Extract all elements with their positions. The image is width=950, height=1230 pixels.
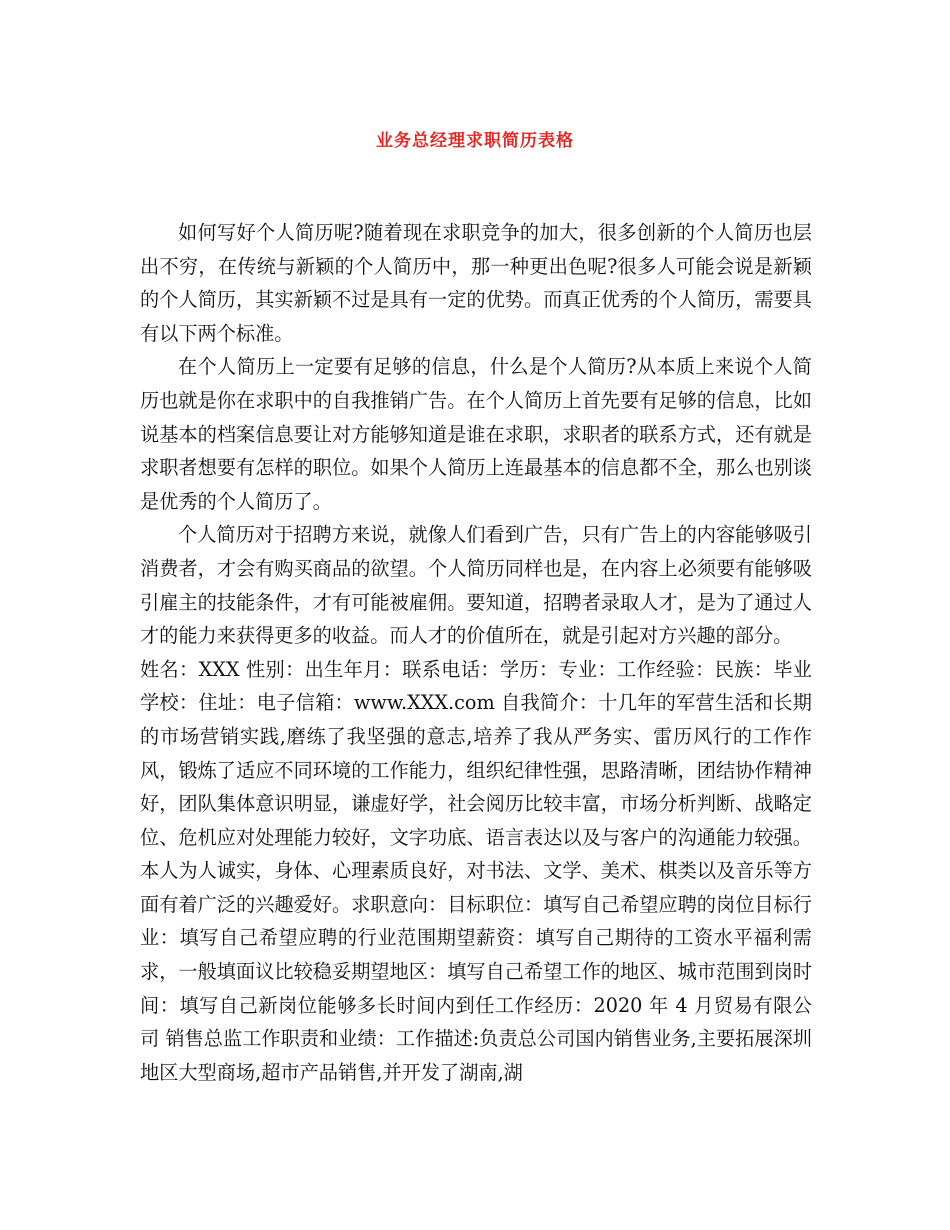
document-title: 业务总经理求职简历表格 bbox=[376, 131, 574, 151]
document-body bbox=[140, 216, 812, 1089]
paragraph-intro: 如何写好个人简历呢?随着现在求职竞争的加大，很多创新的个人简历也层出不穷，在传统与新颖的个人简历中，那一种更出色呢?很多人可能会说是新颖的个人简历，其实新颖不过是具有一定的优势。而真正优秀的个人简历，需要具有以下两个标准。 bbox=[140, 221, 812, 345]
paragraph-information: 在个人简历上一定要有足够的信息，什么是个人简历?从本质上来说个人简历也就是你在求职中的自我推销广告。在个人简历上首先要有足够的信息，比如说基本的档案信息要让对方能够知道是谁在求职，求职者的联系方式，还有就是求职者想要有怎样的职位。如果个人简历上连最基本的信息都不全，那么也别谈是优秀的个人简历了。 bbox=[140, 355, 812, 513]
paragraph-resume-details: 姓名：XXX 性别：出生年月：联系电话：学历：专业：工作经验：民族：毕业学校：住址：电子信箱：www.XXX.com 自我简介：十几年的军营生活和长期的市场营销实践,磨练了我坚强的意志,培养了我从严务实、雷历风行的工作作风，锻炼了适应不同环境的工作能力，组织纪律性强，思路清晰，团结协作精神好，团队集体意识明显，谦虚好学，社会阅历比较丰富，市场分析判断、战略定位、危机应对处理能力较好，文字功底、语言表达以及与客户的沟通能力较强。本人为人诚实，身体、心理素质良好，对书法、文学、美术、棋类以及音乐等方面有着广泛的兴趣爱好。求职意向：目标职位：填写自己希望应聘的岗位目标行业：填写自己希望应聘的行业范围期望薪资：填写自己期待的工资水平福利需求，一般填面议比较稳妥期望地区：填写自己希望工作的地区、城市范围到岗时间：填写自己新岗位能够多长时间内到任工作经历：2020 年 4 月贸易有限公司 销售总监工作职责和业绩：工作描述:负责总公司国内销售业务,主要拓展深圳地区大型商场,超市产品销售,并开发了湖南,湖 bbox=[140, 657, 812, 1084]
paragraph-advertising: 个人简历对于招聘方来说，就像人们看到广告，只有广告上的内容能够吸引消费者，才会有购买商品的欲望。个人简历同样也是，在内容上必须要有能够吸引雇主的技能条件，才有可能被雇佣。要知道，招聘者录取人才，是为了通过人才的能力来获得更多的收益。而人才的价值所在，就是引起对方兴趣的部分。 bbox=[140, 523, 812, 648]
